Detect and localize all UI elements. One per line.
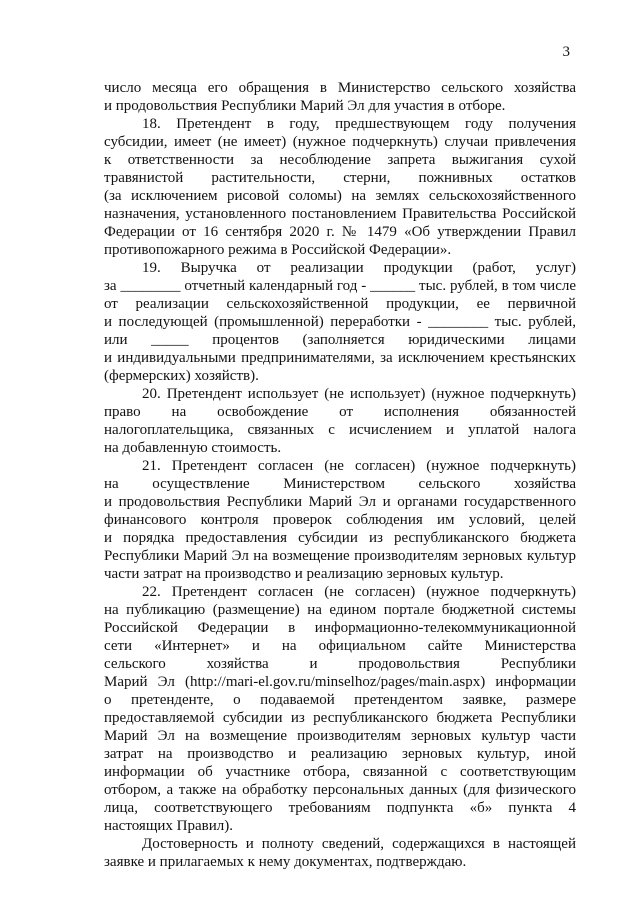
text-line: настоящих Правил). xyxy=(104,818,233,834)
text-line: предоставляемой субсидии из республиканского бюджета Республики xyxy=(104,710,576,726)
text-line: лица, соответствующего требованиям подпункта «б» пункта 4 xyxy=(104,800,576,816)
text-line: финансового контроля проверок соблюдения им условий, целей xyxy=(104,512,576,528)
text-line: 20. Претендент использует (не использует) (нужное подчеркнуть) xyxy=(142,386,576,402)
text-line: Марий Эл на возмещение производителям зерновых культур части xyxy=(104,728,576,744)
text-line: Марий Эл (http://mari-el.gov.ru/minselhoz/pages/main.aspx) информации xyxy=(104,674,576,690)
text-line: Российской Федерации в информационно-телекоммуникационной xyxy=(104,620,576,636)
text-line: сети «Интернет» и на официальном сайте Министерства xyxy=(104,638,576,654)
text-line: налогоплательщика, связанных с исчислением и уплатой налога xyxy=(104,422,576,438)
text-line: информации об участнике отбора, связанной с соответствующим xyxy=(104,764,576,780)
text-line: или _____ процентов (заполняется юридическими лицами xyxy=(104,332,576,348)
text-line: и индивидуальными предпринимателями, за исключением крестьянских xyxy=(104,350,576,366)
text-line: назначения, установленного постановлением Правительства Российской xyxy=(104,206,576,222)
text-line: (за исключением рисовой соломы) на землях сельскохозяйственного xyxy=(104,188,576,204)
text-line: субсидии, имеет (не имеет) (нужное подчеркнуть) случаи привлечения xyxy=(104,134,576,150)
text-line: Республики Марий Эл на возмещение производителям зерновых культур xyxy=(104,548,576,564)
text-line: от реализации сельскохозяйственной продукции, ее первичной xyxy=(104,296,576,312)
text-line: 19. Выручка от реализации продукции (работ, услуг) xyxy=(142,260,576,276)
text-line: и порядка предоставления субсидии из республиканского бюджета xyxy=(104,530,576,546)
text-line: (фермерских) хозяйств). xyxy=(104,368,259,384)
text-line: 21. Претендент согласен (не согласен) (нужное подчеркнуть) xyxy=(142,458,576,474)
text-line: к ответственности за несоблюдение запрета выжигания сухой xyxy=(104,152,576,168)
text-line: число месяца его обращения в Министерство сельского хозяйства xyxy=(104,80,576,96)
text-line: право на освобождение от исполнения обязанностей xyxy=(104,404,576,420)
text-line: 22. Претендент согласен (не согласен) (нужное подчеркнуть) xyxy=(142,584,576,600)
text-line: за ________ отчетный календарный год - ______ тыс. рублей, в том числе xyxy=(104,278,576,294)
text-line: на добавленную стоимость. xyxy=(104,440,282,456)
text-line: травянистой растительности, стерни, пожнивных остатков xyxy=(104,170,576,186)
text-line: сельского хозяйства и продовольствия Республики xyxy=(104,656,576,672)
document-body xyxy=(104,79,576,871)
text-line: Достоверность и полноту сведений, содержащихся в настоящей xyxy=(142,836,576,852)
text-line: и продовольствия Республики Марий Эл и органами государственного xyxy=(104,494,576,510)
text-line: и последующей (промышленной) переработки - ________ тыс. рублей, xyxy=(104,314,576,330)
text-line: части затрат на производство и реализацию зерновых культур. xyxy=(104,566,504,582)
text-line: Федерации от 16 сентября 2020 г. № 1479 «Об утверждении Правил xyxy=(104,224,576,240)
text-line: о претенденте, о подаваемой претендентом заявке, размере xyxy=(104,692,576,708)
text-line: отбором, а также на обработку персональных данных (для физического xyxy=(104,782,576,798)
text-line: противопожарного режима в Российской Федерации». xyxy=(104,242,452,258)
text-line: на публикацию (размещение) на едином портале бюджетной системы xyxy=(104,602,576,618)
text-line: и продовольствия Республики Марий Эл для участия в отборе. xyxy=(104,98,506,114)
text-line: на осуществление Министерством сельского хозяйства xyxy=(104,476,576,492)
text-line: заявке и прилагаемых к нему документах, подтверждаю. xyxy=(104,854,467,870)
text-line: 18. Претендент в году, предшествующем году получения xyxy=(142,116,576,132)
page-number: 3 xyxy=(562,44,570,60)
text-line: затрат на производство и реализацию зерновых культур, иной xyxy=(104,746,576,762)
